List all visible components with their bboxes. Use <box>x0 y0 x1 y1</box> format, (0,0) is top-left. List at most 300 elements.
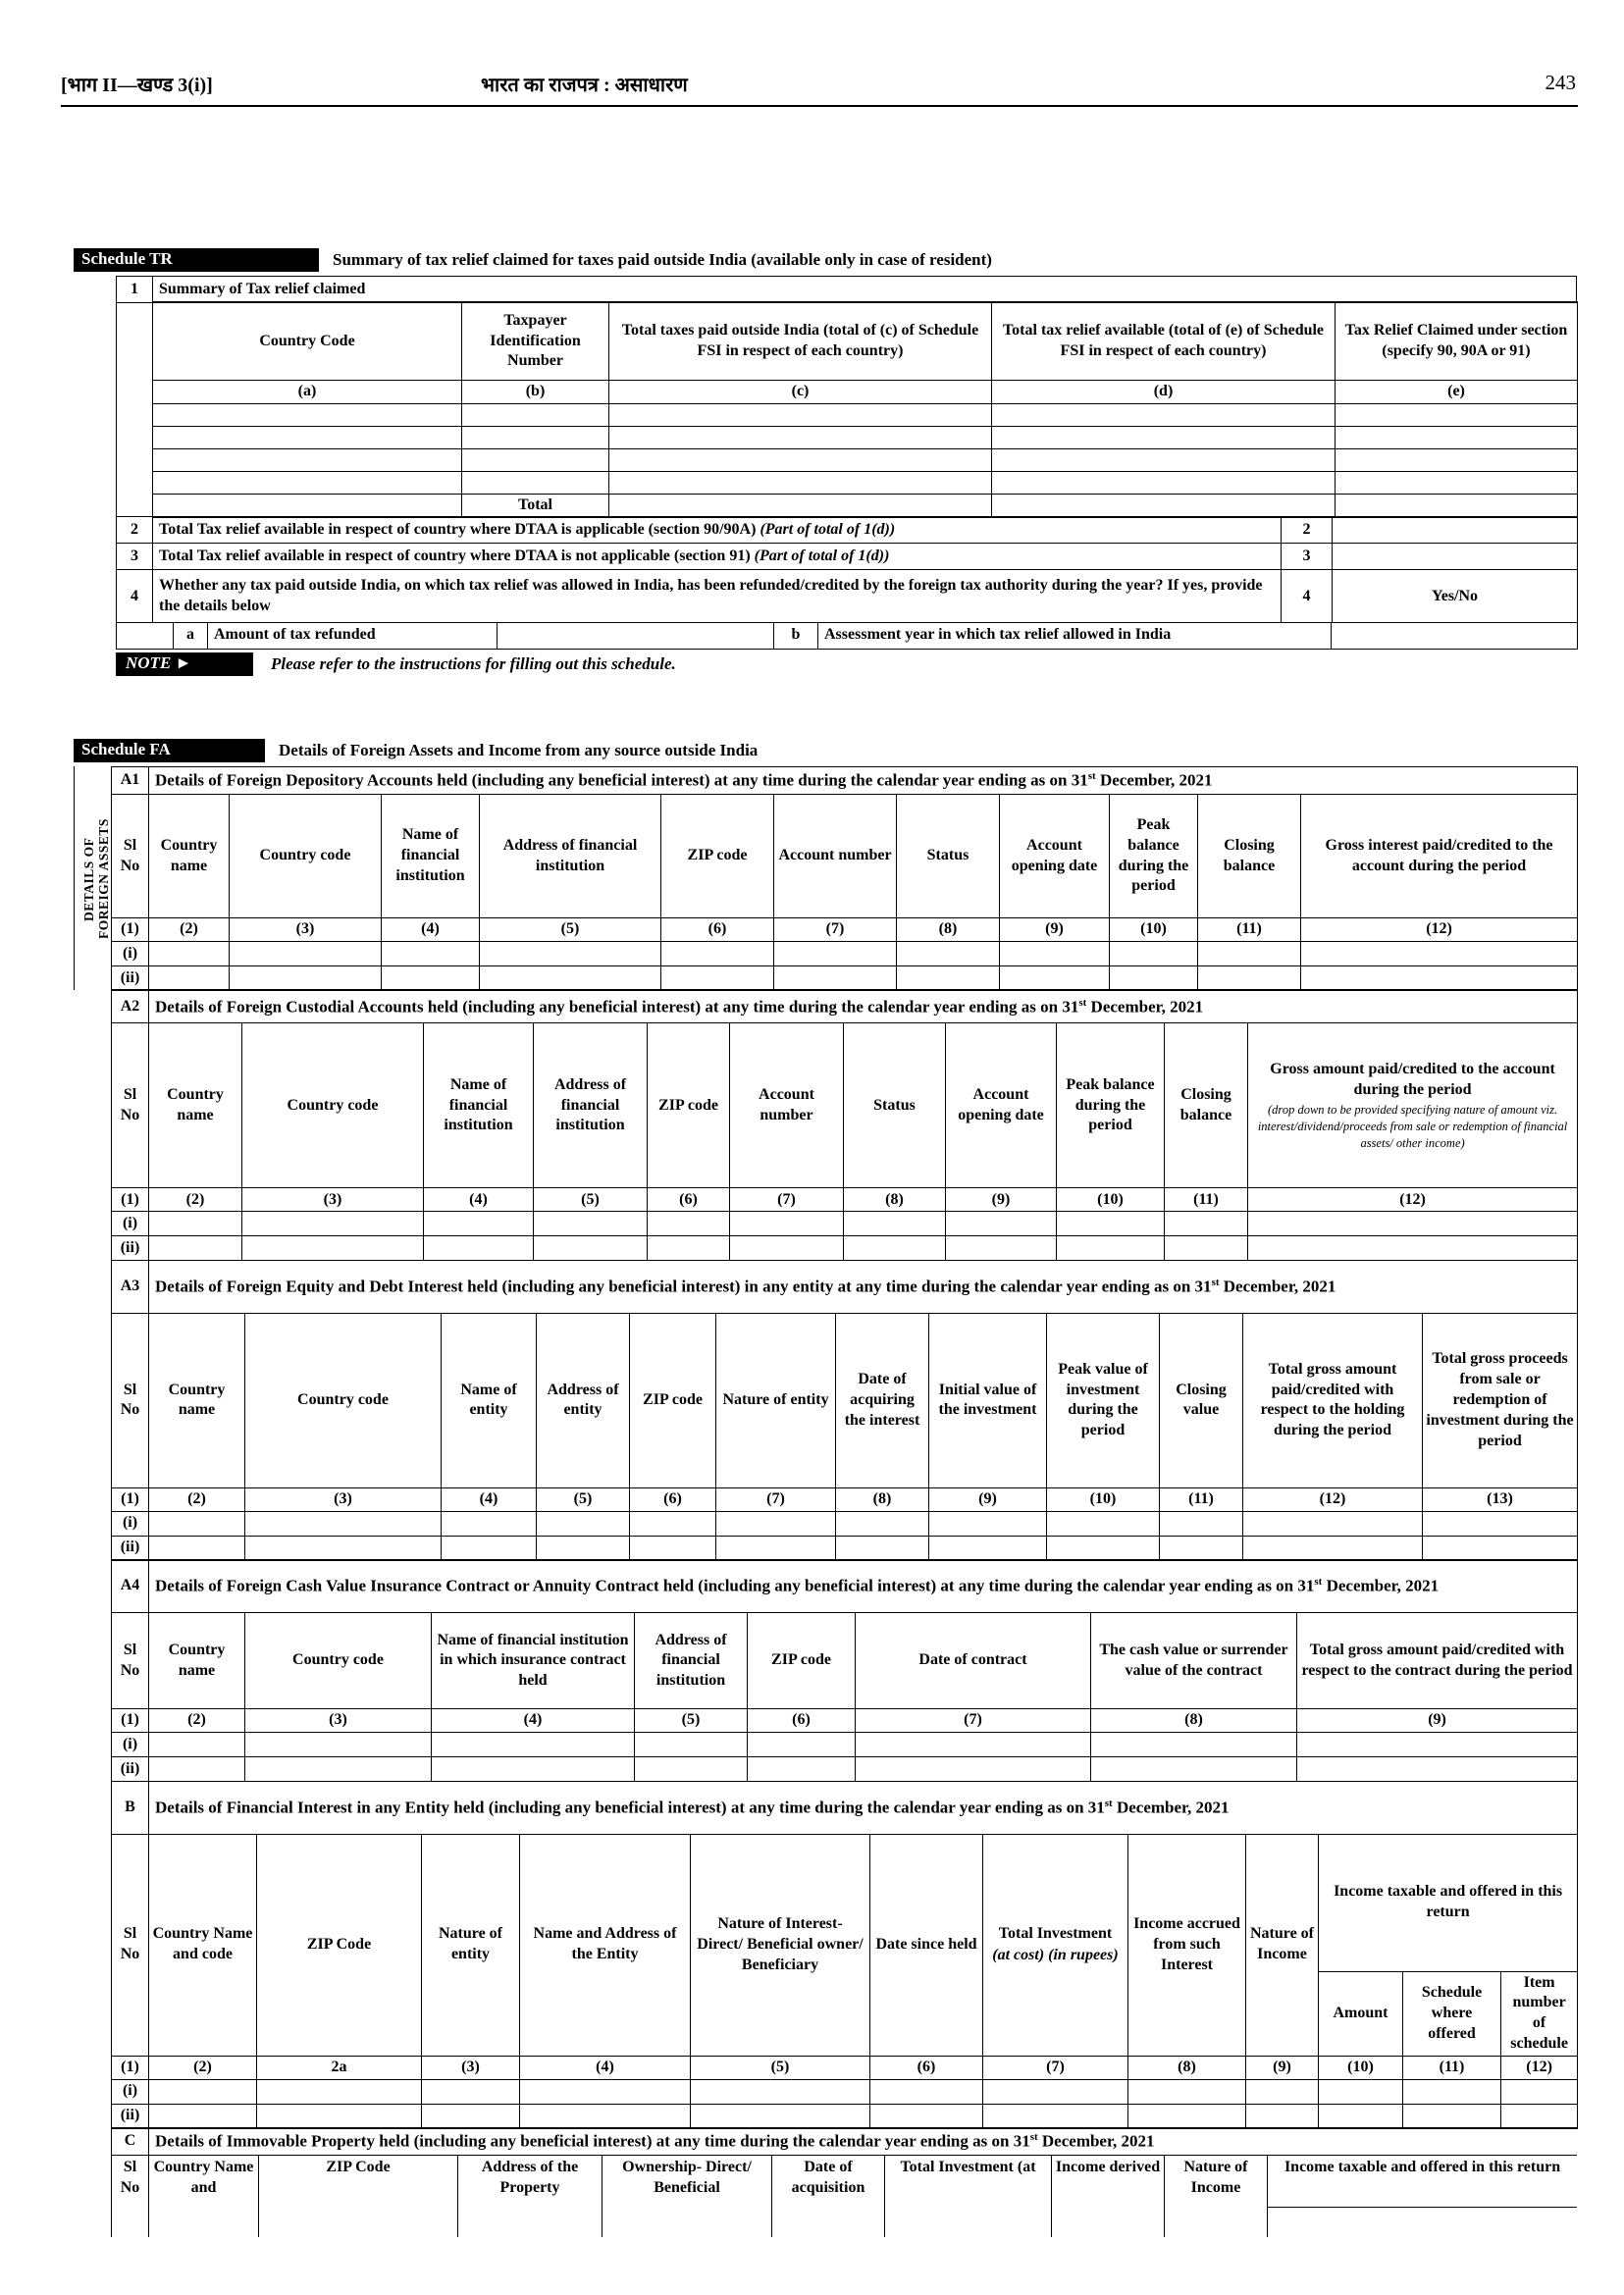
fa-c-id: C <box>112 2128 149 2156</box>
fa-b-subcolumn-header: Amount <box>1319 1971 1403 2056</box>
empty-cell <box>1110 966 1198 991</box>
fa-a2-column-header: Account number <box>730 1023 844 1188</box>
tr-outer-border <box>116 300 117 516</box>
fa-a4-column-header: Address of financial institution <box>635 1613 748 1709</box>
fa-b-column-header: Date since held <box>870 1834 983 2056</box>
fa-a4-header-row <box>112 1560 1578 1613</box>
empty-cell <box>480 966 661 991</box>
fa-a3-column-number: (13) <box>1423 1487 1578 1511</box>
schedule-tr-table <box>116 276 1577 676</box>
tr-item1-table <box>116 276 1577 303</box>
empty-cell <box>716 1536 836 1560</box>
schedule-fa-bar: Schedule FA <box>74 739 265 762</box>
fa-c-column-header: Nature of Income <box>1165 2156 1268 2238</box>
fa-a2-column-number: (6) <box>648 1188 730 1212</box>
empty-cell <box>1403 2104 1501 2128</box>
fa-a1-column-number: (10) <box>1110 918 1198 942</box>
fa-b-column-header: Name and Address of the Entity <box>520 1834 691 2056</box>
empty-cell <box>1091 1733 1297 1757</box>
empty-cell <box>1403 2079 1501 2104</box>
empty-cell <box>635 1733 748 1757</box>
fa-b-table <box>111 1781 1578 2129</box>
fa-a4-row-i <box>112 1733 1578 1757</box>
tr-item4-value: Yes/No <box>1333 570 1578 623</box>
empty-cell <box>1501 2079 1578 2104</box>
empty-cell <box>992 495 1336 518</box>
empty-cell <box>609 495 992 518</box>
tr-item4b-text: Assessment year in which tax relief allowed in India <box>818 622 1332 649</box>
empty-cell <box>844 1236 946 1261</box>
fa-b-column-header: ZIP Code <box>257 1834 422 2056</box>
fa-a3-column-header: Total gross amount paid/credited with respect to the holding during the period <box>1243 1313 1423 1487</box>
fa-a3-column-number: (6) <box>630 1487 716 1511</box>
empty-cell <box>661 942 774 966</box>
tr-item2-text: Total Tax relief available in respect of country where DTAA is applicable (section 90/90A) (Part of total of 1(d)) <box>153 517 1282 544</box>
schedule-tr-title: Summary of tax relief claimed for taxes paid outside India (available only in case of resident) <box>333 250 992 269</box>
empty-cell <box>635 1757 748 1782</box>
fa-a1-column-header: Status <box>897 795 1000 918</box>
empty-cell <box>992 427 1336 449</box>
fa-b-column-header: Nature of entity <box>422 1834 520 2056</box>
fa-a2-column-number: (5) <box>534 1188 648 1212</box>
fa-a3-column-header: Date of acquiring the interest <box>836 1313 929 1487</box>
row-label: (i) <box>112 1733 149 1757</box>
fa-a1-column-header: Account opening date <box>1000 795 1110 918</box>
empty-cell <box>1128 2104 1246 2128</box>
empty-cell <box>117 622 174 649</box>
fa-a1-row-ii <box>112 966 1578 991</box>
empty-cell <box>1297 1733 1578 1757</box>
empty-cell <box>929 1511 1047 1536</box>
empty-cell <box>844 1212 946 1236</box>
fa-a4-column-header: Sl No <box>112 1613 149 1709</box>
empty-cell <box>1160 1536 1243 1560</box>
fa-a2-column-number: (4) <box>424 1188 534 1212</box>
empty-cell <box>422 2079 520 2104</box>
empty-cell <box>870 2104 983 2128</box>
schedule-tr-bar-row <box>74 248 992 272</box>
empty-cell <box>897 942 1000 966</box>
empty-cell <box>1128 2079 1246 2104</box>
fa-c-column-header: Sl No <box>112 2156 149 2238</box>
header-gazette-title: भारत का राजपत्र : असाधारण <box>481 75 688 96</box>
fa-a1-column-header: Peak balance during the period <box>1110 795 1198 918</box>
fa-a4-title: Details of Foreign Cash Value Insurance Contract or Annuity Contract held (including any beneficial interest) at any time during the calendar year ending as on 31st December, 2021 <box>149 1560 1578 1613</box>
fa-b-column-number: (4) <box>520 2056 691 2079</box>
fa-a3-column-header: Peak value of investment during the period <box>1047 1313 1160 1487</box>
fa-b-column-number: (9) <box>1246 2056 1319 2079</box>
empty-cell <box>630 1536 716 1560</box>
fa-b-subcolumn-header: Schedule where offered <box>1403 1971 1501 2056</box>
fa-a1-column-number: (2) <box>149 918 230 942</box>
schedule-fa-title: Details of Foreign Assets and Income from any source outside India <box>279 741 759 759</box>
empty-cell <box>149 1757 245 1782</box>
fa-b-id: B <box>112 1781 149 1834</box>
fa-a4-column-header: Total gross amount paid/credited with respect to the contract during the period <box>1297 1613 1578 1709</box>
fa-c-column-header: Income taxable and offered in this return <box>1268 2156 1578 2238</box>
tr-total-label: Total <box>462 495 609 518</box>
empty-cell <box>245 1757 432 1782</box>
fa-c-header-row <box>112 2128 1578 2156</box>
fa-a1-column-header: Sl No <box>112 795 149 918</box>
fa-c-title: Details of Immovable Property held (including any beneficial interest) at any time during the calendar year ending as on 31st December, 2021 <box>149 2128 1578 2156</box>
empty-cell <box>537 1536 630 1560</box>
row-label: (ii) <box>112 1236 149 1261</box>
empty-cell <box>1301 942 1578 966</box>
empty-cell <box>1198 966 1301 991</box>
empty-cell <box>1336 495 1578 518</box>
fa-b-column-number: (7) <box>983 2056 1128 2079</box>
empty-cell <box>422 2104 520 2128</box>
empty-cell <box>1165 1212 1248 1236</box>
empty-cell <box>534 1212 648 1236</box>
empty-cell <box>242 1212 424 1236</box>
tr-entry-row <box>153 472 1578 495</box>
schedule-fa-tables <box>111 766 1577 2237</box>
tr-column-letter: (b) <box>462 381 609 404</box>
fa-c-clip <box>111 2127 1577 2237</box>
fa-a1-column-header: Address of financial institution <box>480 795 661 918</box>
empty-cell <box>609 449 992 472</box>
fa-a2-column-number: (1) <box>112 1188 149 1212</box>
empty-cell <box>1297 1757 1578 1782</box>
page-header <box>61 71 1578 98</box>
tr-item4-sub-table <box>116 622 1578 650</box>
empty-cell <box>774 966 897 991</box>
tr-relief-table <box>152 301 1578 518</box>
fa-c-column-header: Address of the Property <box>458 2156 602 2238</box>
empty-cell <box>856 1733 1091 1757</box>
empty-cell <box>149 1236 242 1261</box>
empty-cell <box>1000 942 1110 966</box>
empty-cell <box>257 2104 422 2128</box>
fa-left-border <box>74 766 75 990</box>
fa-a4-column-number: (6) <box>748 1709 856 1733</box>
empty-cell <box>153 495 462 518</box>
empty-cell <box>424 1212 534 1236</box>
fa-b-column-number: 2a <box>257 2056 422 2079</box>
fa-b-column-header: Total Investment (at cost) (in rupees) <box>983 1834 1128 2056</box>
fa-a2-table <box>111 989 1578 1261</box>
empty-cell <box>432 1757 635 1782</box>
tr-item3-num: 3 <box>117 544 153 570</box>
empty-cell <box>630 1511 716 1536</box>
empty-cell <box>230 966 382 991</box>
fa-b-header-row <box>112 1781 1578 1834</box>
fa-a4-column-header: Name of financial institution in which insurance contract held <box>432 1613 635 1709</box>
empty-cell <box>149 966 230 991</box>
empty-cell <box>1198 942 1301 966</box>
fa-a2-column-number: (9) <box>946 1188 1057 1212</box>
fa-b-row-i <box>112 2079 1578 2104</box>
empty-cell <box>149 2104 257 2128</box>
empty-cell <box>462 404 609 427</box>
tr-item4-row <box>117 570 1578 623</box>
fa-b-column-number: (11) <box>1403 2056 1501 2079</box>
fa-a2-column-number: (2) <box>149 1188 242 1212</box>
fa-a3-header-row <box>112 1260 1578 1313</box>
fa-a2-column-header: Peak balance during the period <box>1057 1023 1165 1188</box>
fa-a4-column-number: (9) <box>1297 1709 1578 1733</box>
fa-b-column-number: (1) <box>112 2056 149 2079</box>
empty-cell <box>534 1236 648 1261</box>
fa-c-column-header: Income derived <box>1052 2156 1165 2238</box>
tr-entry-row <box>153 404 1578 427</box>
fa-a1-column-number: (1) <box>112 918 149 942</box>
tr-item4b-label: b <box>774 622 818 649</box>
tr-item4-text: Whether any tax paid outside India, on which tax relief was allowed in India, has been refunded/credited by the foreign tax authority during the year? If yes, provide the details below <box>153 570 1282 623</box>
fa-a3-column-number: (1) <box>112 1487 149 1511</box>
tr-item2-num: 2 <box>117 517 153 544</box>
tr-column-letter: (d) <box>992 381 1336 404</box>
empty-cell <box>1160 1511 1243 1536</box>
fa-a4-column-number: (3) <box>245 1709 432 1733</box>
fa-side-label: DETAILS OF FOREIGN ASSETS <box>81 818 111 940</box>
fa-a3-column-number: (4) <box>442 1487 537 1511</box>
row-label: (ii) <box>112 966 149 991</box>
fa-a4-column-header: ZIP code <box>748 1613 856 1709</box>
fa-a3-column-number: (10) <box>1047 1487 1160 1511</box>
fa-b-column-number: (10) <box>1319 2056 1403 2079</box>
fa-a3-column-number: (12) <box>1243 1487 1423 1511</box>
empty-cell <box>1091 1757 1297 1782</box>
empty-cell <box>929 1536 1047 1560</box>
empty-cell <box>149 1212 242 1236</box>
empty-cell <box>149 1536 245 1560</box>
fa-a3-column-header: ZIP code <box>630 1313 716 1487</box>
empty-cell <box>992 472 1336 495</box>
tr-item2-row <box>117 517 1578 544</box>
fa-a3-column-header: Country code <box>245 1313 442 1487</box>
tr-column-header: Taxpayer Identification Number <box>462 302 609 381</box>
fa-a2-column-number: (3) <box>242 1188 424 1212</box>
fa-a2-column-header: Sl No <box>112 1023 149 1188</box>
empty-cell <box>609 427 992 449</box>
header-part-label: [भाग II—खण्ड 3(i)] <box>61 75 213 96</box>
fa-a1-column-header: Account number <box>774 795 897 918</box>
fa-a3-column-number: (11) <box>1160 1487 1243 1511</box>
fa-a2-column-header: Country name <box>149 1023 242 1188</box>
empty-cell <box>1336 449 1578 472</box>
fa-c-column-header: ZIP Code <box>259 2156 458 2238</box>
empty-cell <box>1332 622 1578 649</box>
empty-cell <box>537 1511 630 1536</box>
tr-item3-row <box>117 544 1578 570</box>
fa-a1-column-number: (4) <box>382 918 480 942</box>
empty-cell <box>462 472 609 495</box>
tr-column-header: Tax Relief Claimed under section (specify 90, 90A or 91) <box>1336 302 1578 381</box>
fa-a2-column-header: Status <box>844 1023 946 1188</box>
fa-a3-row-ii <box>112 1536 1578 1560</box>
empty-cell <box>245 1733 432 1757</box>
fa-a1-header-row <box>112 767 1578 795</box>
fa-a4-column-header: Country code <box>245 1613 432 1709</box>
empty-cell <box>1336 427 1578 449</box>
tr-entry-row <box>153 427 1578 449</box>
tr-item4-num: 4 <box>117 570 153 623</box>
empty-cell <box>257 2079 422 2104</box>
header-rule <box>61 105 1578 107</box>
fa-a2-column-number: (7) <box>730 1188 844 1212</box>
empty-cell <box>1423 1511 1578 1536</box>
empty-cell <box>1047 1511 1160 1536</box>
fa-a3-column-header: Nature of entity <box>716 1313 836 1487</box>
fa-a4-column-number: (4) <box>432 1709 635 1733</box>
fa-b-column-number: (3) <box>422 2056 520 2079</box>
fa-a1-column-header: Gross interest paid/credited to the account during the period <box>1301 795 1578 918</box>
fa-a3-table <box>111 1260 1578 1561</box>
note-text: Please refer to the instructions for filling out this schedule. <box>271 653 676 673</box>
tr-item3-box: 3 <box>1282 544 1333 570</box>
fa-b-title: Details of Financial Interest in any Entity held (including any beneficial interest) at any time during the calendar year ending as on 31st December, 2021 <box>149 1781 1578 1834</box>
empty-cell <box>1336 472 1578 495</box>
fa-c-column-header: Ownership- Direct/ Beneficial <box>602 2156 772 2238</box>
empty-cell <box>149 942 230 966</box>
note-bar: NOTE ► <box>116 652 253 676</box>
fa-b-column-header: Country Name and code <box>149 1834 257 2056</box>
fa-a1-column-number: (5) <box>480 918 661 942</box>
empty-cell <box>153 472 462 495</box>
empty-cell <box>1319 2104 1403 2128</box>
empty-cell <box>442 1511 537 1536</box>
tr-item4-box: 4 <box>1282 570 1333 623</box>
row-label: (i) <box>112 2079 149 2104</box>
fa-a2-column-header: ZIP code <box>648 1023 730 1188</box>
row-label: (i) <box>112 1212 149 1236</box>
empty-cell <box>648 1236 730 1261</box>
fa-a3-column-number: (3) <box>245 1487 442 1511</box>
empty-cell <box>382 942 480 966</box>
schedule-fa-bar-row <box>74 739 758 762</box>
tr-entry-row <box>153 449 1578 472</box>
empty-cell <box>1336 404 1578 427</box>
fa-a1-column-number: (9) <box>1000 918 1110 942</box>
tr-column-header: Total tax relief available (total of (e) of Schedule FSI in respect of each country) <box>992 302 1336 381</box>
fa-a2-column-number: (8) <box>844 1188 946 1212</box>
empty-cell <box>153 404 462 427</box>
fa-b-column-number: (12) <box>1501 2056 1578 2079</box>
fa-a1-column-number: (8) <box>897 918 1000 942</box>
fa-a2-title: Details of Foreign Custodial Accounts held (including any beneficial interest) at any time during the calendar year ending as on 31st December, 2021 <box>149 990 1578 1023</box>
empty-cell <box>149 2079 257 2104</box>
empty-cell <box>774 942 897 966</box>
empty-cell <box>1057 1236 1165 1261</box>
empty-cell <box>648 1212 730 1236</box>
empty-cell <box>442 1536 537 1560</box>
fa-a2-column-number: (12) <box>1248 1188 1578 1212</box>
tr-column-header: Country Code <box>153 302 462 381</box>
tr-item4a-text: Amount of tax refunded <box>208 622 498 649</box>
fa-a2-header-row <box>112 990 1578 1023</box>
fa-b-column-header: Nature of Income <box>1246 1834 1319 2056</box>
empty-cell <box>424 1236 534 1261</box>
empty-cell <box>897 966 1000 991</box>
fa-a1-column-header: ZIP code <box>661 795 774 918</box>
fa-a1-column-header: Country name <box>149 795 230 918</box>
fa-a3-column-number: (9) <box>929 1487 1047 1511</box>
fa-a2-column-header: Closing balance <box>1165 1023 1248 1188</box>
fa-a3-column-number: (5) <box>537 1487 630 1511</box>
fa-b-column-header: Income taxable and offered in this return <box>1319 1834 1578 1971</box>
fa-a2-column-header: Country code <box>242 1023 424 1188</box>
empty-cell <box>1110 942 1198 966</box>
empty-cell <box>1047 1536 1160 1560</box>
empty-cell <box>520 2079 691 2104</box>
tr-column-letter: (a) <box>153 381 462 404</box>
fa-a1-row-i <box>112 942 1578 966</box>
empty-cell <box>149 1733 245 1757</box>
row-label: (ii) <box>112 1757 149 1782</box>
fa-a3-column-number: (8) <box>836 1487 929 1511</box>
fa-c-column-header: Date of acquisition <box>772 2156 885 2238</box>
tr-items-table <box>116 516 1578 623</box>
tr-item1-label: Summary of Tax relief claimed <box>153 277 1577 303</box>
fa-a1-column-header: Closing balance <box>1198 795 1301 918</box>
fa-a2-column-number: (10) <box>1057 1188 1165 1212</box>
fa-a3-column-header: Closing value <box>1160 1313 1243 1487</box>
fa-a3-column-number: (7) <box>716 1487 836 1511</box>
fa-a1-title: Details of Foreign Depository Accounts held (including any beneficial interest) at any time during the calendar year ending as on 31st December, 2021 <box>149 767 1578 795</box>
fa-a3-column-header: Address of entity <box>537 1313 630 1487</box>
empty-cell <box>1000 966 1110 991</box>
empty-cell <box>661 966 774 991</box>
empty-cell <box>1246 2104 1319 2128</box>
empty-cell <box>480 942 661 966</box>
empty-cell <box>691 2079 870 2104</box>
empty-cell <box>153 449 462 472</box>
empty-cell <box>1423 1536 1578 1560</box>
fa-a4-row-ii <box>112 1757 1578 1782</box>
fa-a1-column-number: (3) <box>230 918 382 942</box>
tr-item2-box: 2 <box>1282 517 1333 544</box>
fa-a2-row-i <box>112 1212 1578 1236</box>
empty-cell <box>983 2079 1128 2104</box>
fa-b-column-header: Income accrued from such Interest <box>1128 1834 1246 2056</box>
fa-b-row-ii <box>112 2104 1578 2128</box>
empty-cell <box>230 942 382 966</box>
fa-a1-column-header: Country code <box>230 795 382 918</box>
fa-a3-column-header: Country name <box>149 1313 245 1487</box>
fa-a4-column-header: Date of contract <box>856 1613 1091 1709</box>
fa-b-column-number: (2) <box>149 2056 257 2079</box>
fa-a1-column-number: (12) <box>1301 918 1578 942</box>
fa-a2-column-header: Address of financial institution <box>534 1023 648 1188</box>
fa-a1-column-number: (6) <box>661 918 774 942</box>
row-label: (i) <box>112 942 149 966</box>
row-label: (i) <box>112 1511 149 1536</box>
tr-total-row <box>153 495 1578 518</box>
empty-cell <box>1248 1212 1578 1236</box>
fa-a3-column-header: Sl No <box>112 1313 149 1487</box>
empty-cell <box>716 1511 836 1536</box>
fa-c-column-header: Country Name and <box>149 2156 259 2238</box>
empty-cell <box>242 1236 424 1261</box>
fa-a1-column-number: (7) <box>774 918 897 942</box>
empty-cell <box>1333 517 1578 544</box>
empty-cell <box>609 404 992 427</box>
fa-a1-id: A1 <box>112 767 149 795</box>
empty-cell <box>498 622 774 649</box>
tr-item1-num: 1 <box>117 277 153 303</box>
fa-a2-column-header: Name of financial institution <box>424 1023 534 1188</box>
note-arrow-icon: ► <box>175 652 192 672</box>
fa-a1-column-header: Name of financial institution <box>382 795 480 918</box>
empty-cell <box>836 1536 929 1560</box>
fa-a2-column-number: (11) <box>1165 1188 1248 1212</box>
fa-a3-column-header: Initial value of the investment <box>929 1313 1047 1487</box>
empty-cell <box>609 472 992 495</box>
empty-cell <box>748 1757 856 1782</box>
